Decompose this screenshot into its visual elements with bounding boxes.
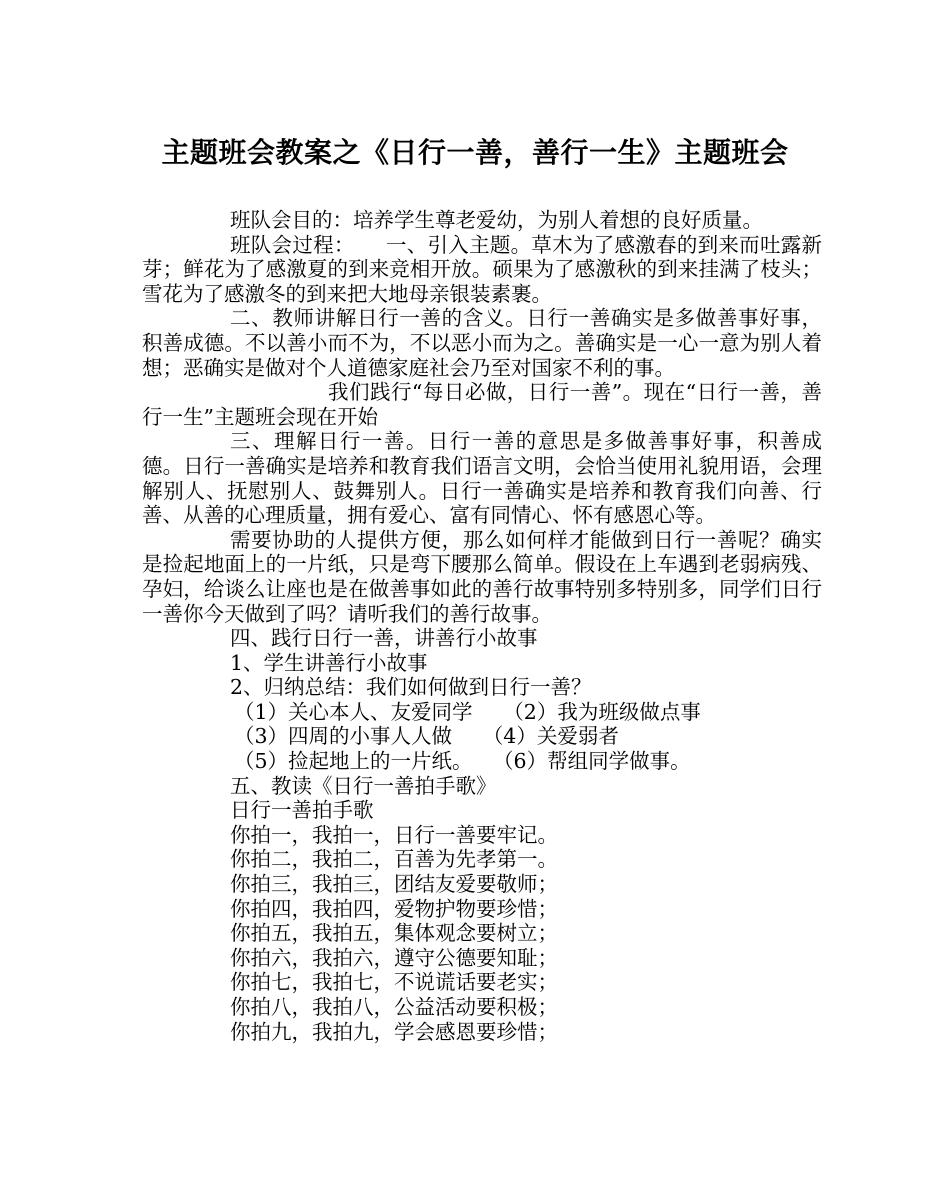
song-title: 日行一善拍手歌	[230, 798, 374, 823]
paragraph-help-others: 需要协助的人提供方便，那么如何样才能做到日行一善呢？确实是捡起地面上的一片纸，只是弯下腰那么简单。假设在上车遇到老弱病残、孕妇，给谈么让座也是在做善事如此的善行故事特别多特别多，同学们日行一善你今天做到了吗？请听我们的善行故事。	[142, 527, 822, 626]
section-four-item-2: 2、归纳总结：我们如何做到日行一善？	[230, 675, 592, 700]
summary-row-2: （3）四周的小事人人做 （4）关爱弱者	[234, 724, 619, 749]
summary-row-3: （5）捡起地上的一片纸。 （6）帮组同学做事。	[234, 749, 691, 774]
song-verse: 你拍七，我拍七，不说谎话要老实；	[230, 970, 558, 995]
song-verse: 你拍四，我拍四，爱物护物要珍惜；	[230, 896, 558, 921]
song-verse: 你拍六，我拍六，遵守公德要知耻；	[230, 945, 558, 970]
song-verse: 你拍九，我拍九，学会感恩要珍惜；	[230, 1019, 558, 1044]
paragraph-process-intro: 班队会过程： 一、引入主题。草木为了感激春的到来而吐露新芽；鲜花为了感激夏的到来竞相开放。硕果为了感激秋的到来挂满了枝头；雪花为了感激冬的到来把大地母亲银装素裹。	[142, 232, 822, 306]
summary-row-1: （1）关心本人、友爱同学 （2）我为班级做点事	[234, 699, 701, 724]
song-verse: 你拍三，我拍三，团结友爱要敬师；	[230, 872, 558, 897]
paragraph-purpose: 班队会目的：培养学生尊老爱幼，为别人着想的良好质量。	[230, 208, 763, 232]
song-verse: 你拍五，我拍五，集体观念要树立；	[230, 921, 558, 946]
section-four-heading: 四、践行日行一善，讲善行小故事	[230, 626, 538, 651]
song-verse: 你拍二，我拍二，百善为先孝第一。	[230, 847, 558, 872]
document-title: 主题班会教案之《日行一善，善行一生》主题班会	[161, 136, 789, 169]
paragraph-practice-start: 我们践行“每日必做，日行一善”。现在“日行一善，善行一生”主题班会现在开始	[142, 380, 822, 429]
document-body	[142, 208, 822, 1044]
section-four-item-1: 1、学生讲善行小故事	[230, 650, 428, 675]
paragraph-section-two: 二、教师讲解日行一善的含义。日行一善确实是多做善事好事，积善成德。不以善小而不为，不以恶小而为之。善确实是一心一意为别人着想；恶确实是做对个人道德家庭社会乃至对国家不利的事。	[142, 306, 822, 380]
song-verse: 你拍八，我拍八，公益活动要积极；	[230, 995, 558, 1019]
song-verse: 你拍一，我拍一，日行一善要牢记。	[230, 822, 558, 847]
section-five-heading: 五、教读《日行一善拍手歌》	[230, 773, 497, 798]
paragraph-section-three: 三、理解日行一善。日行一善的意思是多做善事好事，积善成德。日行一善确实是培养和教育我们语言文明，会恰当使用礼貌用语，会理解别人、抚慰别人、鼓舞别人。日行一善确实是培养和教育我们向善、行善、从善的心理质量，拥有爱心、富有同情心、怀有感恩心等。	[142, 429, 822, 528]
